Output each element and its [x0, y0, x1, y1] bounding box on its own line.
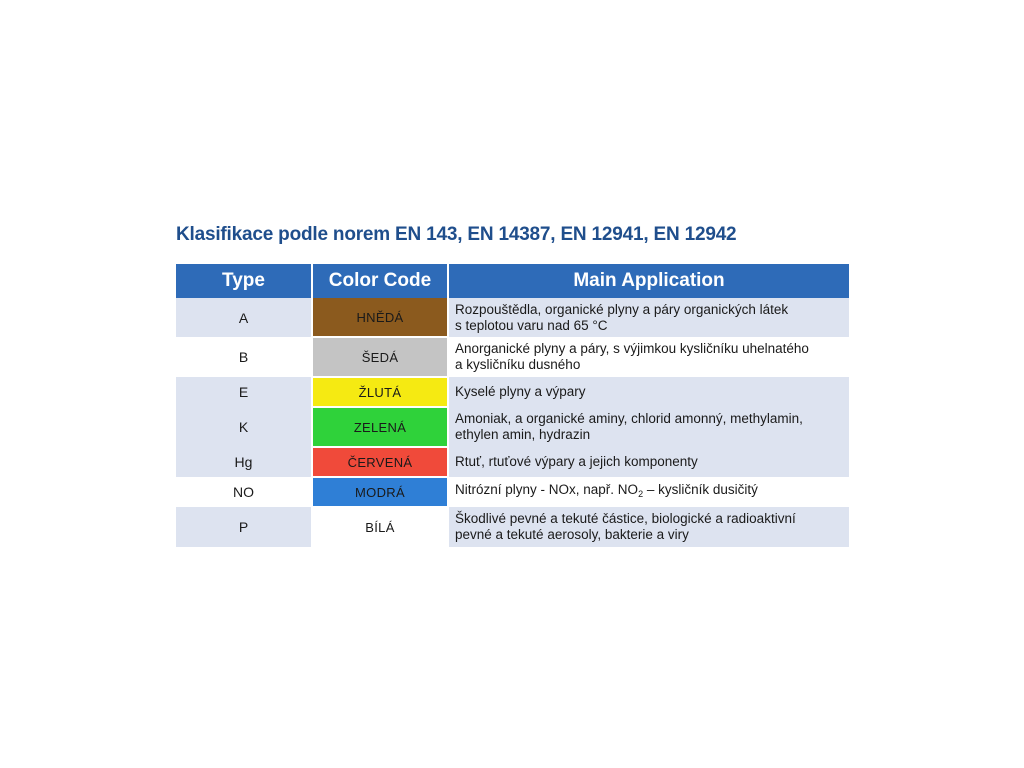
header-main-application: Main Application — [448, 264, 849, 298]
document-title: Klasifikace podle norem EN 143, EN 14387, EN 12941, EN 12942 — [176, 224, 737, 245]
table-row — [176, 507, 849, 547]
table-row — [176, 337, 849, 377]
type-cell: K — [176, 407, 312, 447]
table-row — [176, 407, 849, 447]
application-line: Rozpouštědla, organické plyny a páry organických látek — [455, 301, 789, 317]
type-cell: Hg — [176, 447, 312, 477]
application-line: a kysličníku dusného — [455, 357, 581, 372]
application-cell — [448, 337, 849, 377]
header-type: Type — [176, 264, 312, 298]
application-line: s teplotou varu nad 65 °C — [455, 317, 608, 333]
application-text: Nitrózní plyny - NOx, např. NO — [455, 482, 639, 497]
application-cell — [448, 507, 849, 547]
table-row — [176, 447, 849, 477]
subscript: 2 — [638, 489, 644, 499]
application-line: Rtuť, rtuťové výpary a jejich komponenty — [455, 454, 698, 469]
application-line: pevné a tekuté aerosoly, bakterie a viry — [455, 527, 689, 542]
application-line: Kyselé plyny a výpary — [455, 384, 586, 399]
application-line — [455, 482, 849, 502]
header-color-code: Color Code — [312, 264, 448, 298]
type-cell: A — [176, 298, 312, 337]
table-row — [176, 377, 849, 407]
application-line: Amoniak, a organické aminy, chlorid amonný, methylamin, — [455, 411, 803, 426]
type-cell: B — [176, 337, 312, 377]
color-swatch-red: ČERVENÁ — [312, 447, 448, 477]
color-swatch-blue: MODRÁ — [312, 477, 448, 507]
type-cell: E — [176, 377, 312, 407]
table-row — [176, 477, 849, 507]
type-cell: P — [176, 507, 312, 547]
application-line: ethylen amin, hydrazin — [455, 427, 591, 442]
color-swatch-grey: ŠEDÁ — [312, 337, 448, 377]
table-header-row — [176, 264, 849, 298]
application-cell — [448, 477, 849, 507]
application-text: – kysličník dusičitý — [643, 482, 758, 497]
color-swatch-white: BÍLÁ — [312, 507, 448, 547]
application-cell — [448, 447, 849, 477]
application-cell — [448, 407, 849, 447]
classification-table — [176, 264, 849, 548]
application-line: Škodlivé pevné a tekuté částice, biologické a radioaktivní — [455, 511, 796, 526]
color-swatch-yellow: ŽLUTÁ — [312, 377, 448, 407]
application-cell — [448, 298, 849, 337]
color-swatch-green: ZELENÁ — [312, 407, 448, 447]
table-row — [176, 298, 849, 337]
application-line: Anorganické plyny a páry, s výjimkou kysličníku uhelnatého — [455, 341, 809, 356]
application-cell — [448, 377, 849, 407]
color-swatch-brown: HNĚDÁ — [312, 298, 448, 337]
type-cell: NO — [176, 477, 312, 507]
